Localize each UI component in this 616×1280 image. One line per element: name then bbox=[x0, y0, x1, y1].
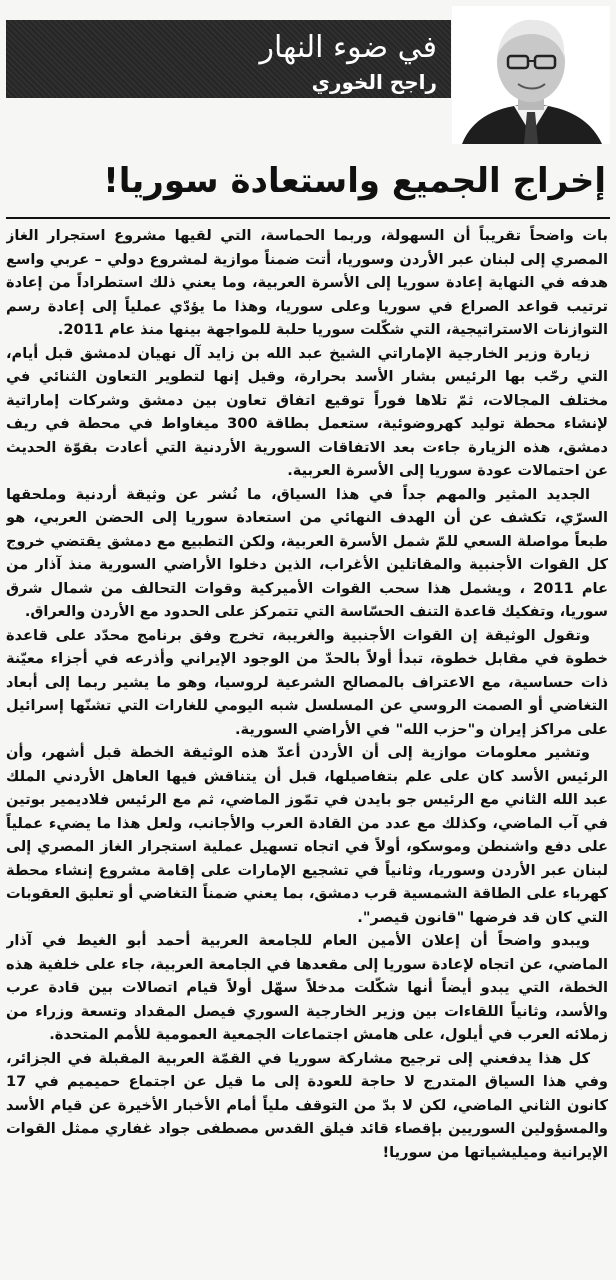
author-name: راجح الخوري bbox=[311, 70, 437, 94]
column-banner bbox=[6, 20, 451, 98]
column-header bbox=[6, 6, 610, 144]
article-paragraph-2: زيارة وزير الخارجية الإماراتي الشيخ عبد الله بن زايد آل نهيان لدمشق قبل أيام، التي رحّب بها الرئيس بشار الأسد بحرارة، وقيل إنها لتطوير التعاون الثنائي في مختلف المجالات، ثمّ تلاها فوراً توقيع اتفاق تعاون بين دمشق وشركات إماراتية لإنشاء محطة توليد كهروضوئية، ستعمل بطاقة 300 ميغاواط في محطة في ريف دمشق، هذه الزيارة جاءت بعد الاتفاقات السورية الأردنية التي أعادت بقوّة الحديث عن احتمالات عودة سوريا إلى الأسرة العربية. bbox=[6, 344, 608, 479]
article-paragraph-1: بات واضحاً تقريباً أن السهولة، وربما الحماسة، التي لقيها مشروع استجرار الغاز المصري إلى لبنان عبر الأردن وسوريا، أتت ضمناً موازية لمشروع دولي – عربي واسع هدفه في النهاية إعادة سوريا إلى الأسرة العربية، وما يعني ذلك استطراداً من إعادة ترتيب قواعد الصراع في سوريا وعلى سوريا، وهذا ما يؤدّي عملياً إلى إعادة رسم التوازنات الاستراتيجية، التي شكّلت سوريا حلبة للمواجهة بينها منذ عام 2011. bbox=[6, 227, 608, 338]
headline-divider bbox=[6, 217, 610, 219]
headline: إخراج الجميع واستعادة سوريا! bbox=[103, 161, 606, 201]
author-photo bbox=[452, 6, 610, 144]
article-body bbox=[6, 224, 608, 1274]
author-portrait-icon bbox=[452, 6, 610, 144]
article-paragraph-6: ويبدو واضحاً أن إعلان الأمين العام للجامعة العربية أحمد أبو الغيط في آذار الماضي، عن اتجاه لإعادة سوريا إلى مقعدها في الجامعة العربية، جاء على خلفية هذه الخطة، التي يبدو أيضاً أنها شكّلت مدخلاً سهّل أولاً قيام اتصالات بين قادة عرب والأسد، وثانياً اللقاءات بين وزير الخارجية السوري فيصل المقداد وتسعة وزراء من زملائه العرب في أيلول، على هامش اجتماعات الجمعية العمومية للأمم المتحدة. bbox=[6, 932, 608, 1043]
article-paragraph-5: وتشير معلومات موازية إلى أن الأردن أعدّ هذه الوثيقة الخطة قبل أشهر، وأن الرئيس الأسد كان على علم بتفاصيلها، قبل أن يتناقش فيها العاهل الأردني الملك عبد الله الثاني مع الرئيس جو بايدن في تمّوز الماضي، ثم مع الرئيس فلاديمير بوتين في آب الماضي، وكذلك مع عدد من القادة العرب والأجانب، ولعل هذا ما يضيء عملياً على دفع واشنطن وموسكو، أولاً في اتجاه تسهيل عملية استجرار الغاز المصري إلى لبنان عبر الأردن وسوريا، وثانياً في تشجيع الإمارات على إقامة مشروع إنشاء محطة كهرباء على الطاقة الشمسية قرب دمشق، بما يعني ضمناً التغاضي أو تعليق العقوبات التي كان قد فرضها "قانون قيصر". bbox=[6, 744, 608, 926]
article-paragraph-7: كل هذا يدفعني إلى ترجيح مشاركة سوريا في القمّة العربية المقبلة في الجزائر، وفي هذا السياق المتدرج لا حاجة للعودة إلى ما قيل عن اجتماع حميميم في 17 كانون الثاني الماضي، لكن لا بدّ من التوقف ملياً أمام الأخبار الأخيرة عن قيام الأسد والمسؤولين السوريين بإقصاء قائد فيلق القدس مصطفى جواد غفاري ممثل القوات الإيرانية وميليشياتها من سوريا! bbox=[6, 1049, 608, 1161]
article-paragraph-3: الجديد المثير والمهم جداً في هذا السياق، ما نُشر عن وثيقة أردنية وملحقها السرّي، تكشف عن أن الهدف النهائي من استعادة سوريا إلى الحضن العربي، هو طبعاً مواصلة السعي للمّ شمل الأسرة العربية، ولكن التطبيع مع دمشق يقتضي خروج كل القوات الأجنبية والمقاتلين الأغراب، الذين دخلوا الأراضي السورية منذ آذار من عام 2011 ، ويشمل هذا سحب القوات الأميركية وقوات التحالف من شمال شرق سوريا، وتفكيك قاعدة التنف الحسّاسة التي تتمركز على الحدود مع الأردن والعراق. bbox=[6, 485, 608, 620]
column-title: في ضوء النهار bbox=[259, 30, 437, 65]
article-paragraph-4: وتقول الوثيقة إن القوات الأجنبية والغريبة، تخرج وفق برنامج محدّد على قاعدة خطوة في مقابل خطوة، تبدأ أولاً بالحدّ من الوجود الإيراني وأذرعه في أجزاء معيّنة ذات حساسية، مع الاعتراف بالمصالح الشرعية لروسيا، وهو ما يشير ربما إلى أبعاد التغاضي أو الصمت الروسي عن المسلسل شبه اليومي للغارات التي تشنّها إسرائيل على مراكز إيران و"حزب الله" في الأراضي السورية. bbox=[6, 626, 608, 738]
